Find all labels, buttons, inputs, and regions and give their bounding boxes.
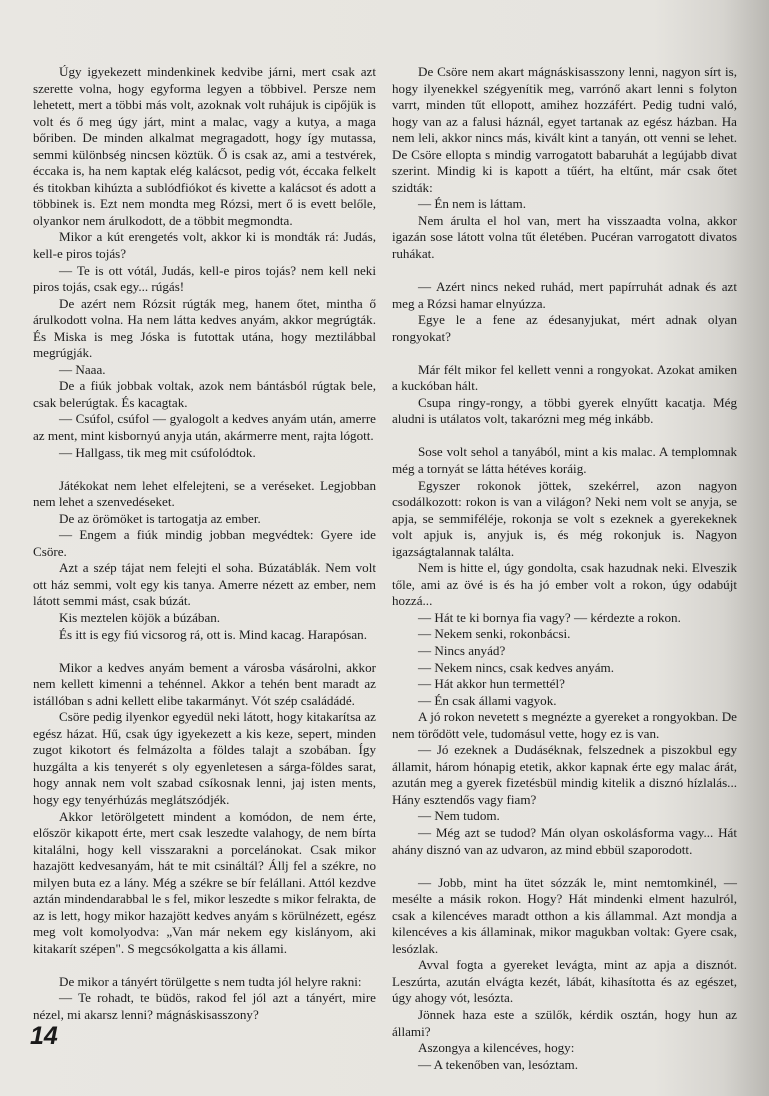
paragraph: — Hallgass, tik meg mit csúfolódtok. bbox=[59, 444, 256, 460]
paragraph: Azt a szép tájat nem felejti el soha. Búzatáblák. Nem volt ott ház semmi, volt egy kis tanya. Amerre nézett az ember, nem látott semmi mást, csak búzát. bbox=[33, 560, 376, 609]
paragraph: — Naaa. bbox=[59, 361, 106, 377]
paragraph: Mikor a kedves anyám bement a városba vásárolni, akkor nem kellett kimenni a tehénnel. Akkor a tehén bent maradt az istállóban s adni kellett elibe takarmányt. Vót szép családádé. bbox=[33, 659, 376, 708]
paragraph: — A tekenőben van, lesóztam. bbox=[418, 1056, 578, 1072]
paragraph: — Nincs anyád? bbox=[418, 643, 506, 658]
paragraph: — Hát te ki bornya fia vagy? — kérdezte a rokon. bbox=[418, 609, 681, 625]
paragraph: Mikor a kút erengetés volt, akkor ki is mondták rá: Judás, kell-e piros tojás? bbox=[33, 229, 376, 262]
left-column bbox=[33, 64, 376, 1024]
paragraph: — Hát akkor hun termettél? bbox=[418, 676, 565, 692]
paragraph: Sose volt sehol a tanyából, mint a kis malac. A templomnak még a tornyát se látta hétéves koráig. bbox=[392, 444, 737, 476]
paragraph: Egyszer rokonok jöttek, szekérrel, azon nagyon csodálkozott: rokon is van a világon? Neki nem volt se anyja, se apja, se semmiféléje, rokonja se volt s ezeknek a gyerekeknek volt apjuk is, anyjuk is, és még rokonjuk is. Nagyon igazságtalannak találta. bbox=[392, 477, 737, 559]
paragraph: — Én nem is láttam. bbox=[418, 196, 527, 212]
paragraph: És itt is egy fiú vicsorog rá, ott is. Mind kacag. Harapósan. bbox=[59, 626, 368, 642]
paragraph: Nem árulta el hol van, mert ha visszaadta volna, akkor igazán sose látott volna tűt életében. Pucéran varrogatott divatos ruhákat. bbox=[392, 212, 737, 262]
paragraph: Egye le a fene az édesanyjukat, mért adnak olyan rongyokat? bbox=[392, 312, 737, 344]
paragraph: — Nem tudom. bbox=[418, 808, 500, 824]
paragraph: Játékokat nem lehet elfelejteni, se a veréseket. Legjobban nem lehet a szenvedéseket. bbox=[33, 477, 376, 510]
page-number: 14 bbox=[30, 1022, 58, 1050]
paragraph: Már félt mikor fel kellett venni a rongyokat. Azokat amiken a kuckóban hált. bbox=[392, 361, 737, 394]
paragraph: — Jobb, mint ha ütet sózzák le, mint nemtomkinél, — mesélte a másik rokon. Hogy? Hát mindenki elment hazulról, csak a kilencéves maradt otthon a kis állammal. Azt mondja a kilencéves a kis államinak, mikor magukban voltak: Gyere csak, lesózlak. bbox=[392, 874, 737, 956]
paragraph: De a fiúk jobbak voltak, azok nem bántásból rúgtak bele, csak belerúgtak. És kacagtak. bbox=[33, 378, 376, 410]
paragraph: Akkor letörölgetett mindent a komódon, de nem érte, először kikapott érte, mert csak leszedte valahogy, de nem bírta kitalálni, hogy kell visszarakni a porcelánokat. Csak mikor hazajött kedvesanyám, hát te mit csináltál? Állj fel a székre, no milyen buta ez a lány. Még a székre se bír felállani. Attól kezdve aztán mindendarabbal le s fel, mikor leszedte s mikor felrakta, de az is lett, hogy mikor hazajött kedves anyám s körülnézett, egész meg volt komolyodva: „Van már nekem egy kislányom, aki kitakarít szépen". S megcsókolgatta a kis állami. bbox=[33, 808, 376, 956]
paragraph: — Nekem senki, rokonbácsi. bbox=[418, 626, 571, 642]
paragraph: Csupa ringy-rongy, a többi gyerek elnyűtt kacatja. Még aludni is utálatos volt, takarózni meg még inkább. bbox=[392, 394, 737, 427]
right-column bbox=[392, 64, 737, 1073]
paragraph: — Még azt se tudod? Mán olyan oskolásforma vagy... Hát ahány disznó van az udvaron, az mind ebbül szaporodott. bbox=[392, 825, 737, 857]
paragraph: Úgy igyekezett mindenkinek kedvibe járni, mert csak azt szerette volna, hogy egyforma legyen a többivel. Persze nem lehetett, mert a többi más volt, azoknak volt ruhájuk is cipőjük is volt és ő meg úgy járt, mint a malac, vagy a kutya, a maga bőriben. De minden alkalmat megragadott, hogy így mutassa, semmi különbség nincsen köztük. Ő is csak az, ami a testvérek, éccaka is, ha nem kaptak elég kalácsot, pedig vót, éccaka felkelt és titokban kihúzta a sublódfiókot és kivette a kalácsot és adott a többinek is. Ezt nem mondta meg Rózsi, mert ő is evett belőle, olyankor nem árulkodott, de a többit megmondta. bbox=[33, 64, 376, 228]
paragraph: — Jó ezeknek a Dudáséknak, felszednek a piszokbul egy államit, három hónapig etetik, akkor kapnak érte egy malac árát, azután meg a gyerek fizetésbül mindig kitelik a disznó hízlalás... Hány esztendős vagy fiam? bbox=[392, 742, 737, 807]
paragraph: — Nekem nincs, csak kedves anyám. bbox=[418, 659, 614, 675]
paragraph: Nem is hitte el, úgy gondolta, csak hazudnak neki. Elveszik tőle, ami az övé is és ha jó ember volt a rokon, úgy odabújt hozzá... bbox=[392, 560, 737, 609]
paragraph: — Te rohadt, te büdös, rakod fel jól azt a tányért, mire nézel, mi akarsz lenni? mágnáskisasszony? bbox=[33, 990, 376, 1023]
paragraph: — Engem a fiúk mindig jobban megvédtek: Gyere ide Csöre. bbox=[33, 527, 376, 559]
paragraph: De mikor a tányért törülgette s nem tudta jól helyre rakni: bbox=[59, 973, 362, 989]
paragraph: De az örömöket is tartogatja az ember. bbox=[59, 510, 261, 526]
paragraph: Csöre pedig ilyenkor egyedül neki látott, hogy kitakarítsa az egész házat. Hű, csak úgy igyekezett a kis keze, sepert, minden zugot kikotort és felmázolta a földes talajt a szobában. Így huzgálta a kis tenyerét s oly egyenletesen a sárga-földes sarat, hogy annak nem volt szabad csíkosnak lenni, jaj isten ments, hogy egy tenyérhúzás meglátszódjék. bbox=[33, 709, 376, 807]
paragraph: — Csúfol, csúfol — gyalogolt a kedves anyám után, amerre az ment, mint kisbornyú anyja után, akármerre ment, rajta lógott. bbox=[33, 411, 376, 444]
paragraph: De azért nem Rózsit rúgták meg, hanem őtet, mintha ő árulkodott volna. Ha nem látta kedves anyám, akkor megrúgták. És Miska is meg Jóska is futottak utána, hogy meztilábbal megrúgják. bbox=[33, 295, 376, 361]
paragraph: — Te is ott vótál, Judás, kell-e piros tojás? nem kell neki piros tojás, csak egy... rúgás! bbox=[33, 262, 376, 295]
paragraph: Avval fogta a gyereket levágta, mint az apja a disznót. Leszúrta, azután elvágta kezét, lábát, kihasította és az egészet, úgy ahogy vót, lesózta. bbox=[392, 957, 737, 1006]
paragraph: De Csöre nem akart mágnáskisasszony lenni, nagyon sírt is, hogy ilyenekkel szégyenítik meg, varrónő akart lenni s folyton varrt, minden tűt ellopott, amihez hozzáfért. Pedig tudni való, hogy van az a falusi háznál, egyet tartanak az egész házban. Ha nem leli, akkor nincs más, kivált kint a tanyán, ott venni se lehet. De Csöre ellopta s mindig varrogatott babaruhát a legújabb divat szerint. Mindig ki is kapott a tűért, ha eltűnt, már csak őtet szidták: bbox=[392, 64, 737, 195]
paragraph: — Én csak állami vagyok. bbox=[418, 692, 557, 708]
paragraph: A jó rokon nevetett s megnézte a gyereket a rongyokban. De nem törődött vele, tudomásul vette, hogy ez is van. bbox=[392, 709, 737, 741]
paragraph: Jönnek haza este a szülők, kérdik osztán, hogy hun az állami? bbox=[392, 1006, 737, 1039]
paragraph: — Azért nincs neked ruhád, mert papírruhát adnak és azt meg a Rózsi hamar elnyúzza. bbox=[392, 279, 737, 311]
paragraph: Aszongya a kilencéves, hogy: bbox=[418, 1040, 575, 1056]
paragraph: Kis meztelen köjök a búzában. bbox=[59, 610, 221, 625]
